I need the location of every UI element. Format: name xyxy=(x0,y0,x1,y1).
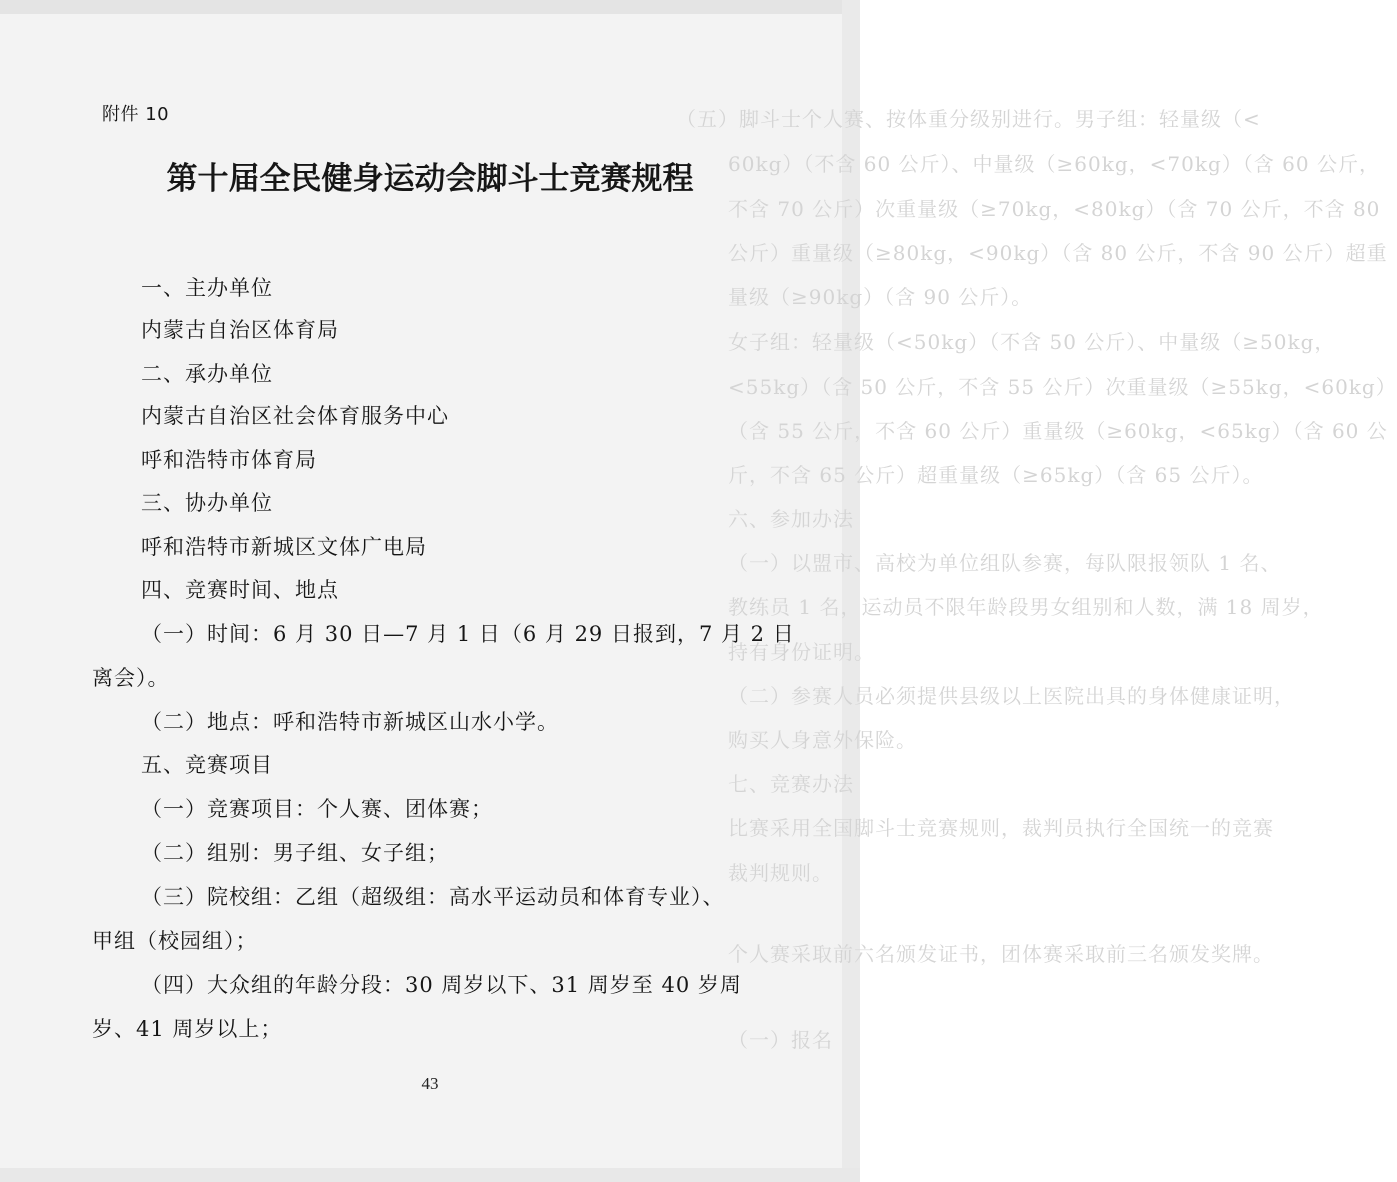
bleed-line: 不含 70 公斤）次重量级（≥70kg，<80kg）（含 70 公斤，不含 80 xyxy=(728,197,1381,221)
bleed-line: （二）参赛人员必须提供县级以上医院出具的身体健康证明， xyxy=(728,684,1295,708)
page-number: 43 xyxy=(421,1074,439,1093)
organizer-text: 内蒙古自治区体育局 xyxy=(141,318,339,342)
events-item: （四）大众组的年龄分段：30 周岁以下、31 周岁至 40 岁周 xyxy=(141,973,742,997)
undertaker-text: 呼和浩特市体育局 xyxy=(141,448,317,472)
time-text-continued: 离会）。 xyxy=(92,666,170,690)
section-heading-time-place: 四、竞赛时间、地点 xyxy=(141,578,339,602)
events-item-continued: 岁、41 周岁以上； xyxy=(92,1017,283,1041)
events-item: （三）院校组：乙组（超级组：高水平运动员和体育专业）、 xyxy=(141,885,725,909)
annex-label: 附件 10 xyxy=(102,104,170,125)
bleed-line: 七、竞赛办法 xyxy=(728,772,854,796)
co-organizer-text: 呼和浩特市新城区文体广电局 xyxy=(141,535,427,559)
section-heading-co-organizer: 三、协办单位 xyxy=(141,491,273,515)
place-text: （二）地点：呼和浩特市新城区山水小学。 xyxy=(141,710,559,734)
bleed-line: （五）脚斗士个人赛、按体重分级别进行。男子组：轻量级（< xyxy=(676,107,1261,131)
bleed-line: 斤，不含 65 公斤）超重量级（≥65kg）（含 65 公斤）。 xyxy=(728,463,1264,487)
events-item: （二）组别：男子组、女子组； xyxy=(141,841,449,865)
bleed-line: 个人赛采取前六名颁发证书，团体赛采取前三名颁发奖牌。 xyxy=(728,942,1274,966)
bleed-line: <55kg）（含 50 公斤，不含 55 公斤）次重量级（≥55kg，<60kg） xyxy=(728,375,1397,399)
bleed-line: （含 55 公斤，不含 60 公斤）重量级（≥60kg，<65kg）（含 60 公 xyxy=(728,419,1388,443)
section-heading-organizer: 一、主办单位 xyxy=(141,276,273,300)
scan-shadow-bottom xyxy=(0,1168,860,1182)
bleed-line: 比赛采用全国脚斗士竞赛规则，裁判员执行全国统一的竞赛 xyxy=(728,816,1274,840)
bleed-line: 教练员 1 名，运动员不限年龄段男女组别和人数，满 18 周岁， xyxy=(728,595,1324,619)
bleed-line: 六、参加办法 xyxy=(728,507,854,531)
scan-shadow-top xyxy=(0,0,860,14)
bleed-line: 裁判规则。 xyxy=(728,861,833,885)
bleed-line: 购买人身意外保险。 xyxy=(728,728,917,752)
undertaker-text: 内蒙古自治区社会体育服务中心 xyxy=(141,404,449,428)
events-item: （一）竞赛项目：个人赛、团体赛； xyxy=(141,797,493,821)
bleed-line: 60kg）（不含 60 公斤）、中量级（≥60kg，<70kg）（含 60 公斤， xyxy=(728,152,1380,176)
section-heading-events: 五、竞赛项目 xyxy=(141,753,273,777)
bleed-line: （一）报名 xyxy=(728,1028,833,1052)
events-item-continued: 甲组（校园组）； xyxy=(92,929,258,953)
section-heading-undertaker: 二、承办单位 xyxy=(141,362,273,386)
bleed-line: 持有身份证明。 xyxy=(728,640,875,664)
bleed-line: 量级（≥90kg）（含 90 公斤）。 xyxy=(728,285,1033,309)
bleed-line: （一）以盟市、高校为单位组队参赛，每队限报领队 1 名、 xyxy=(728,551,1282,575)
bleed-line: 女子组：轻量级（<50kg）（不含 50 公斤）、中量级（≥50kg， xyxy=(728,330,1336,354)
document-title: 第十届全民健身运动会脚斗士竞赛规程 xyxy=(166,161,694,197)
time-text: （一）时间：6 月 30 日—7 月 1 日（6 月 29 日报到，7 月 2 日 xyxy=(141,622,795,646)
bleed-line: 公斤）重量级（≥80kg，<90kg）（含 80 公斤，不含 90 公斤）超重 xyxy=(728,241,1388,265)
